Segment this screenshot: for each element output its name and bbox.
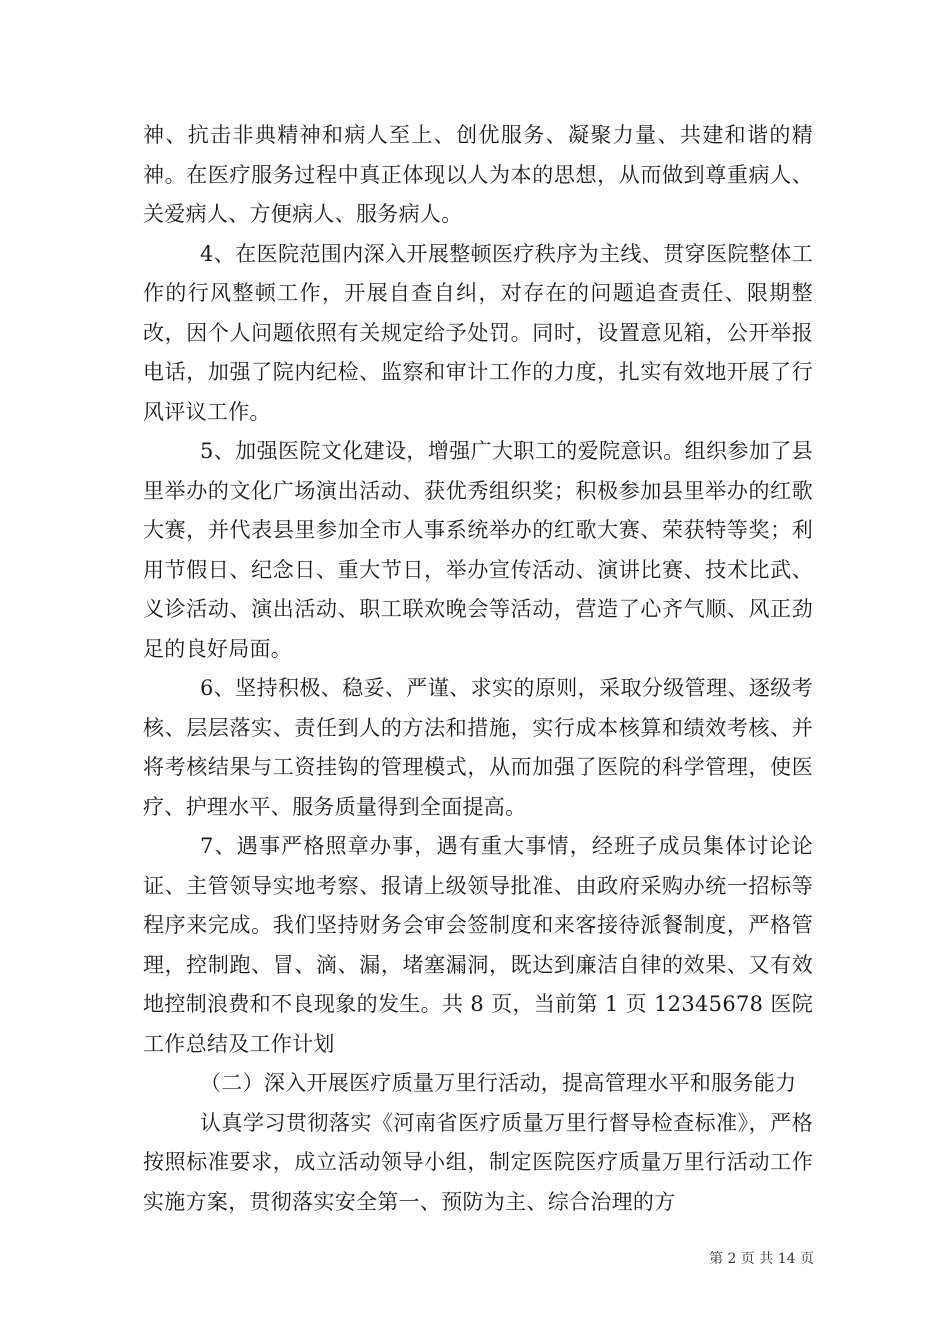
paragraph-continuation: 神、抗击非典精神和病人至上、创优服务、凝聚力量、共建和谐的精神。在医疗服务过程中真正体现以人为本的思想，从而做到尊重病人、关爱病人、方便病人、服务病人。: [143, 123, 813, 226]
paragraph-item-7: 7、遇事严格照章办事，遇有重大事情，经班子成员集体讨论论证、主管领导实地考察、报请上级领导批准、由政府采购办统一招标等程序来完成。我们坚持财务会审会签制度和来客接待派餐制度，严格管理，控制跑、冒、滴、漏，堵塞漏洞，既达到廉洁自律的效果、又有效地控制浪费和不良现象的发生。共 8 页，当前第 1 页 12345678 医院工作总结及工作计划: [143, 834, 813, 1056]
paragraph-item-5: 5、加强医院文化建设，增强广大职工的爱院意识。组织参加了县里举办的文化广场演出活动、获优秀组织奖；积极参加县里举办的红歌大赛，并代表县里参加全市人事系统举办的红歌大赛、荣获特等奖；利用节假日、纪念日、重大节日，举办宣传活动、演讲比赛、技术比武、义诊活动、演出活动、职工联欢晚会等活动，营造了心齐气顺、风正劲足的良好局面。: [143, 439, 813, 661]
section-heading-2: （二）深入开展医疗质量万里行活动，提高管理水平和服务能力: [200, 1071, 797, 1095]
paragraph-item-4: 4、在医院范围内深入开展整顿医疗秩序为主线、贯穿医院整体工作的行风整顿工作，开展自查自纠，对存在的问题追查责任、限期整改，因个人问题依照有关规定给予处罚。同时，设置意见箱，公开举报电话，加强了院内纪检、监察和审计工作的力度，扎实有效地开展了行风评议工作。: [143, 241, 813, 424]
paragraph-section-2-body: 认真学习贯彻落实《河南省医疗质量万里行督导检查标准》，严格按照标准要求，成立活动领导小组，制定医院医疗质量万里行活动工作实施方案，贯彻落实安全第一、预防为主、综合治理的方: [143, 1110, 813, 1214]
page-footer: 第 2 页 共 14 页: [709, 1251, 814, 1267]
document-body: [143, 116, 813, 1222]
paragraph-item-6: 6、坚持积极、稳妥、严谨、求实的原则，采取分级管理、逐级考核、层层落实、责任到人的方法和措施，实行成本核算和绩效考核、并将考核结果与工资挂钩的管理模式，从而加强了医院的科学管理，使医疗、护理水平、服务质量得到全面提高。: [143, 676, 813, 819]
